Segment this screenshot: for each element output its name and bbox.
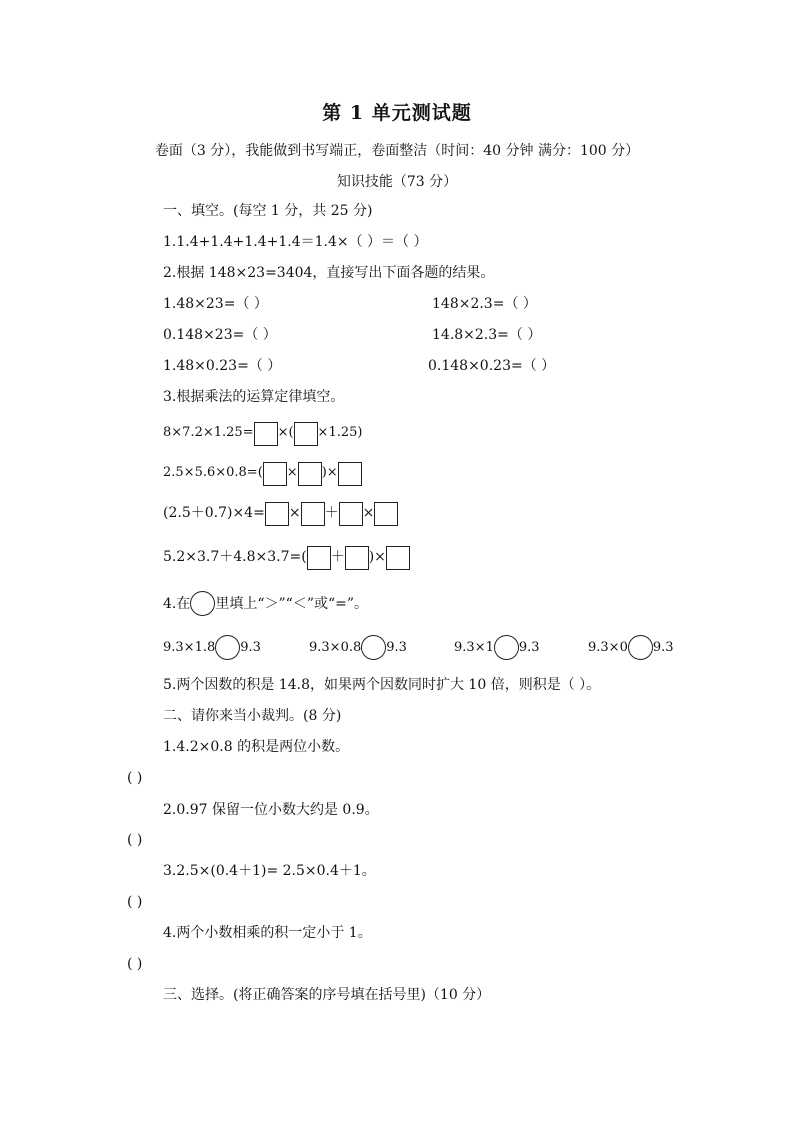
question-3: 3.根据乘法的运算定律填空。 xyxy=(163,389,345,405)
answer-box[interactable] xyxy=(263,462,287,486)
q4-item xyxy=(163,634,261,662)
q4-item xyxy=(309,634,407,662)
q3-row-text: ×( xyxy=(277,425,294,440)
answer-box[interactable] xyxy=(254,422,278,446)
q2-item: 1.48×0.23=（ ） xyxy=(163,358,282,374)
answer-box[interactable] xyxy=(345,546,369,570)
q4-right: 9.3 xyxy=(240,640,261,655)
answer-box[interactable] xyxy=(265,502,289,526)
q4-item xyxy=(454,634,540,662)
q3-row-text: × xyxy=(288,505,301,521)
q4-item xyxy=(588,634,674,662)
q4-right: 9.3 xyxy=(652,640,674,655)
judge-answer-blank[interactable]: ( ) xyxy=(127,956,143,972)
answer-box[interactable] xyxy=(294,422,318,446)
question-2: 2.根据 148×23=3404，直接写出下面各题的结果。 xyxy=(163,265,495,281)
q4-left: 9.3×0.8 xyxy=(309,640,362,655)
q4-text: 里填上“＞”“＜”或“=”。 xyxy=(215,596,369,612)
q3-row-text: )× xyxy=(368,549,386,565)
q3-row xyxy=(163,544,410,570)
part2-heading: 二、请你来当小裁判。(8 分) xyxy=(163,708,342,724)
answer-box[interactable] xyxy=(307,546,331,570)
q3-row-text: )× xyxy=(321,465,338,480)
q4-right: 9.3 xyxy=(386,640,407,655)
compare-circle[interactable] xyxy=(628,635,653,660)
page-title: 第 1 单元测试题 xyxy=(322,102,472,124)
compare-circle[interactable] xyxy=(215,635,240,660)
q3-row-text: 5.2×3.7＋4.8×3.7=( xyxy=(163,549,307,565)
part1-heading: 一、填空。(每空 1 分，共 25 分) xyxy=(163,203,373,219)
answer-box[interactable] xyxy=(386,546,410,570)
q3-row xyxy=(163,500,398,526)
q3-row-text: × xyxy=(286,465,298,480)
q4-text: 4.在 xyxy=(163,596,191,612)
q3-row-text: 2.5×5.6×0.8=( xyxy=(163,465,263,480)
section-label: 知识技能（73 分） xyxy=(336,174,458,190)
q2-item: 0.148×23=（ ） xyxy=(163,327,277,343)
judge-item: 4.两个小数相乘的积一定小于 1。 xyxy=(163,925,372,941)
q3-row-text: ×1.25) xyxy=(317,425,363,440)
circle-icon xyxy=(190,591,215,616)
answer-box[interactable] xyxy=(338,462,362,486)
q2-item: 0.148×0.23=（ ） xyxy=(428,358,556,374)
answer-box[interactable] xyxy=(301,502,325,526)
judge-item: 3.2.5×(0.4＋1)= 2.5×0.4＋1。 xyxy=(163,863,376,879)
question-4 xyxy=(163,590,368,618)
answer-box[interactable] xyxy=(298,462,322,486)
q3-row xyxy=(163,420,362,446)
q2-item: 148×2.3=（ ） xyxy=(432,296,537,312)
judge-item: 2.0.97 保留一位小数大约是 0.9。 xyxy=(163,802,379,818)
answer-box[interactable] xyxy=(374,502,398,526)
q4-left: 9.3×1 xyxy=(454,640,494,655)
judge-item: 1.4.2×0.8 的积是两位小数。 xyxy=(163,739,350,755)
q4-right: 9.3 xyxy=(518,640,540,655)
judge-answer-blank[interactable]: ( ) xyxy=(127,832,143,848)
question-1: 1.1.4+1.4+1.4+1.4＝1.4×（ ）＝（ ） xyxy=(163,234,428,250)
answer-box[interactable] xyxy=(339,502,363,526)
q3-row-text: 8×7.2×1.25= xyxy=(163,425,254,440)
q3-row-text: ＋ xyxy=(324,505,339,521)
q3-row-text: (2.5＋0.7)×4= xyxy=(163,505,265,521)
compare-circle[interactable] xyxy=(361,635,386,660)
q2-item: 1.48×23=（ ） xyxy=(163,296,268,312)
q4-left: 9.3×0 xyxy=(588,640,628,655)
exam-info: 卷面（3 分），我能做到书写端正，卷面整洁（时间：40 分钟 满分：100 分） xyxy=(154,143,640,159)
q3-row xyxy=(163,460,362,486)
judge-answer-blank[interactable]: ( ) xyxy=(127,894,143,910)
compare-circle[interactable] xyxy=(494,635,519,660)
q2-item: 14.8×2.3=（ ） xyxy=(432,327,542,343)
q4-left: 9.3×1.8 xyxy=(163,640,216,655)
question-5: 5.两个因数的积是 14.8，如果两个因数同时扩大 10 倍，则积是（ ）。 xyxy=(163,677,601,693)
q3-row-text: × xyxy=(362,505,375,521)
q3-row-text: ＋ xyxy=(330,549,345,565)
part3-heading: 三、选择。(将正确答案的序号填在括号里)（10 分） xyxy=(163,987,491,1003)
judge-answer-blank[interactable]: ( ) xyxy=(127,770,143,786)
